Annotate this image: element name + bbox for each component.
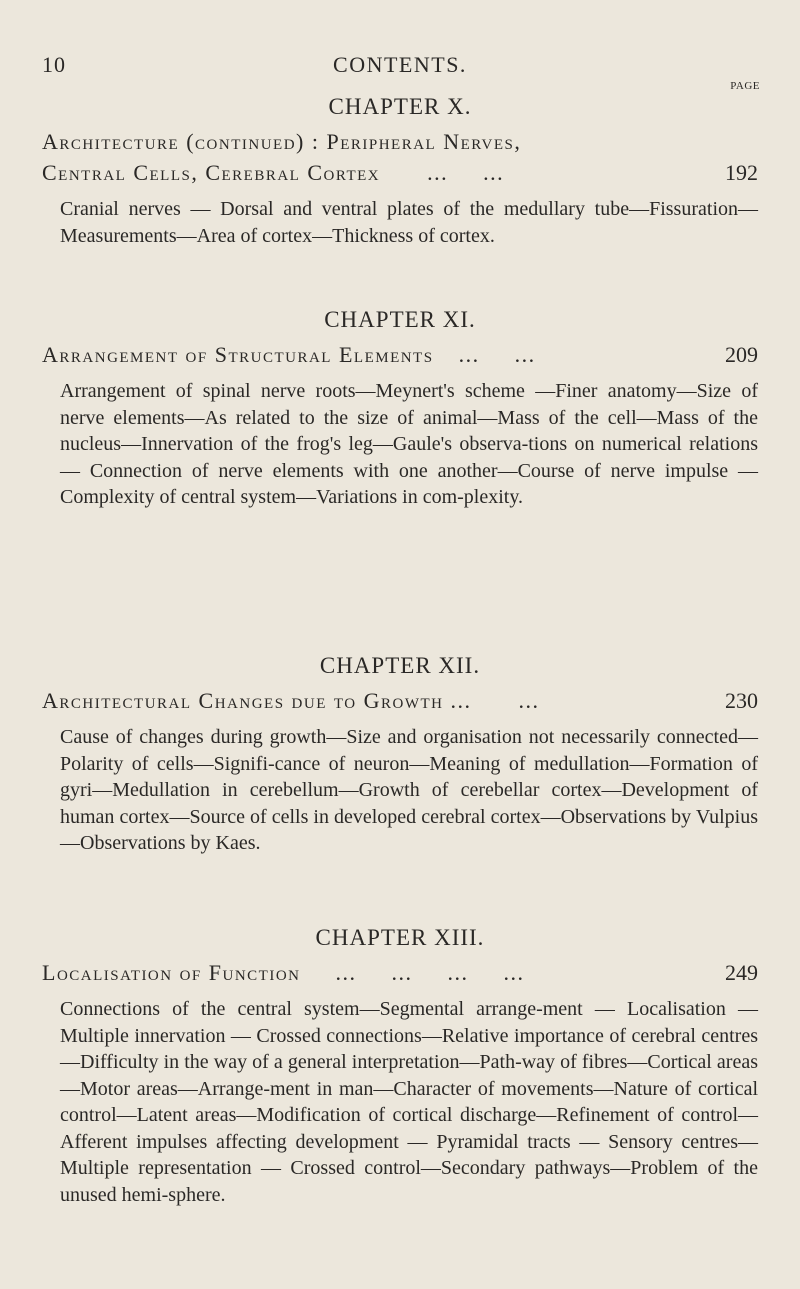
chapter-xii [42,651,758,857]
chapter-title-text: Central Cells, Cerebral Cortex [42,160,381,185]
dot-leader: ... ... ... ... [335,960,525,985]
dot-leader: ... ... [458,342,536,367]
chapter-title-text: Architectural Changes due to Growth ... [42,688,472,713]
chapter-page-number: 230 [725,688,758,713]
chapter-title [42,126,758,188]
chapter-page-number: 209 [725,342,758,367]
chapter-heading: CHAPTER XII. [319,653,481,678]
running-title: CONTENTS. [333,52,467,77]
chapter-page-number: 249 [725,960,758,985]
page-number: 10 [42,52,66,77]
dot-leader: ... [518,688,540,713]
chapter-title-line: Architecture (continued) : Peripheral Nerves, [42,129,522,154]
chapter-xi [42,305,758,511]
chapter-x [42,92,758,249]
chapter-title-text: Localisation of Function [42,960,301,985]
chapter-summary: Connections of the central system—Segmental arrange-ment — Localisation — Multiple innervation — Crossed connections—Relative importance of cerebral centres—Difficulty in the way of a general interpretation—Path-way of fibres—Cortical areas—Motor areas—Arrange-ment in man—Character of movements—Nature of cortical control—Latent areas—Modification of cortical discharge—Refinement of control—Afferent impulses affecting development — Pyramidal tracts — Sensory centres—Multiple representation — Crossed control—Secondary pathways—Problem of the unused hemi-sphere. [60,998,758,1206]
chapter-summary: Arrangement of spinal nerve roots—Meynert's scheme —Finer anatomy—Size of nerve elements—As related to the size of animal—Mass of the cell—Mass of the nucleus—Innervation of the frog's leg—Gaule's observa-tions on numerical relations — Connection of nerve elements with one another—Course of nerve impulse —Complexity of central system—Variations in com-plexity. [60,380,758,508]
running-head [0,52,800,82]
chapter-title-text: Arrangement of Structural Elements [42,342,434,367]
chapter-title-line [42,157,698,188]
page-column-label: PAGE [730,80,760,92]
dot-leader: ... ... [427,160,505,185]
chapter-xiii [42,923,758,1208]
chapter-heading: CHAPTER XI. [324,307,476,332]
chapter-title [42,685,758,716]
chapter-summary: Cranial nerves — Dorsal and ventral plates of the medullary tube—Fissuration—Measurements—Area of cortex—Thickness of cortex. [60,198,758,247]
chapter-title [42,957,758,988]
chapter-heading: CHAPTER X. [328,94,472,119]
chapter-title [42,339,758,370]
chapter-heading: CHAPTER XIII. [315,925,485,950]
chapter-page-number: 192 [725,160,758,185]
chapter-summary: Cause of changes during growth—Size and organisation not necessarily connected—Polarity of cells—Signifi-cance of neuron—Meaning of medullation—Formation of gyri—Medullation in cerebellum—Growth of cerebellar cortex—Development of human cortex—Source of cells in developed cerebral cortex—Observations by Vulpius —Observations by Kaes. [60,726,758,854]
